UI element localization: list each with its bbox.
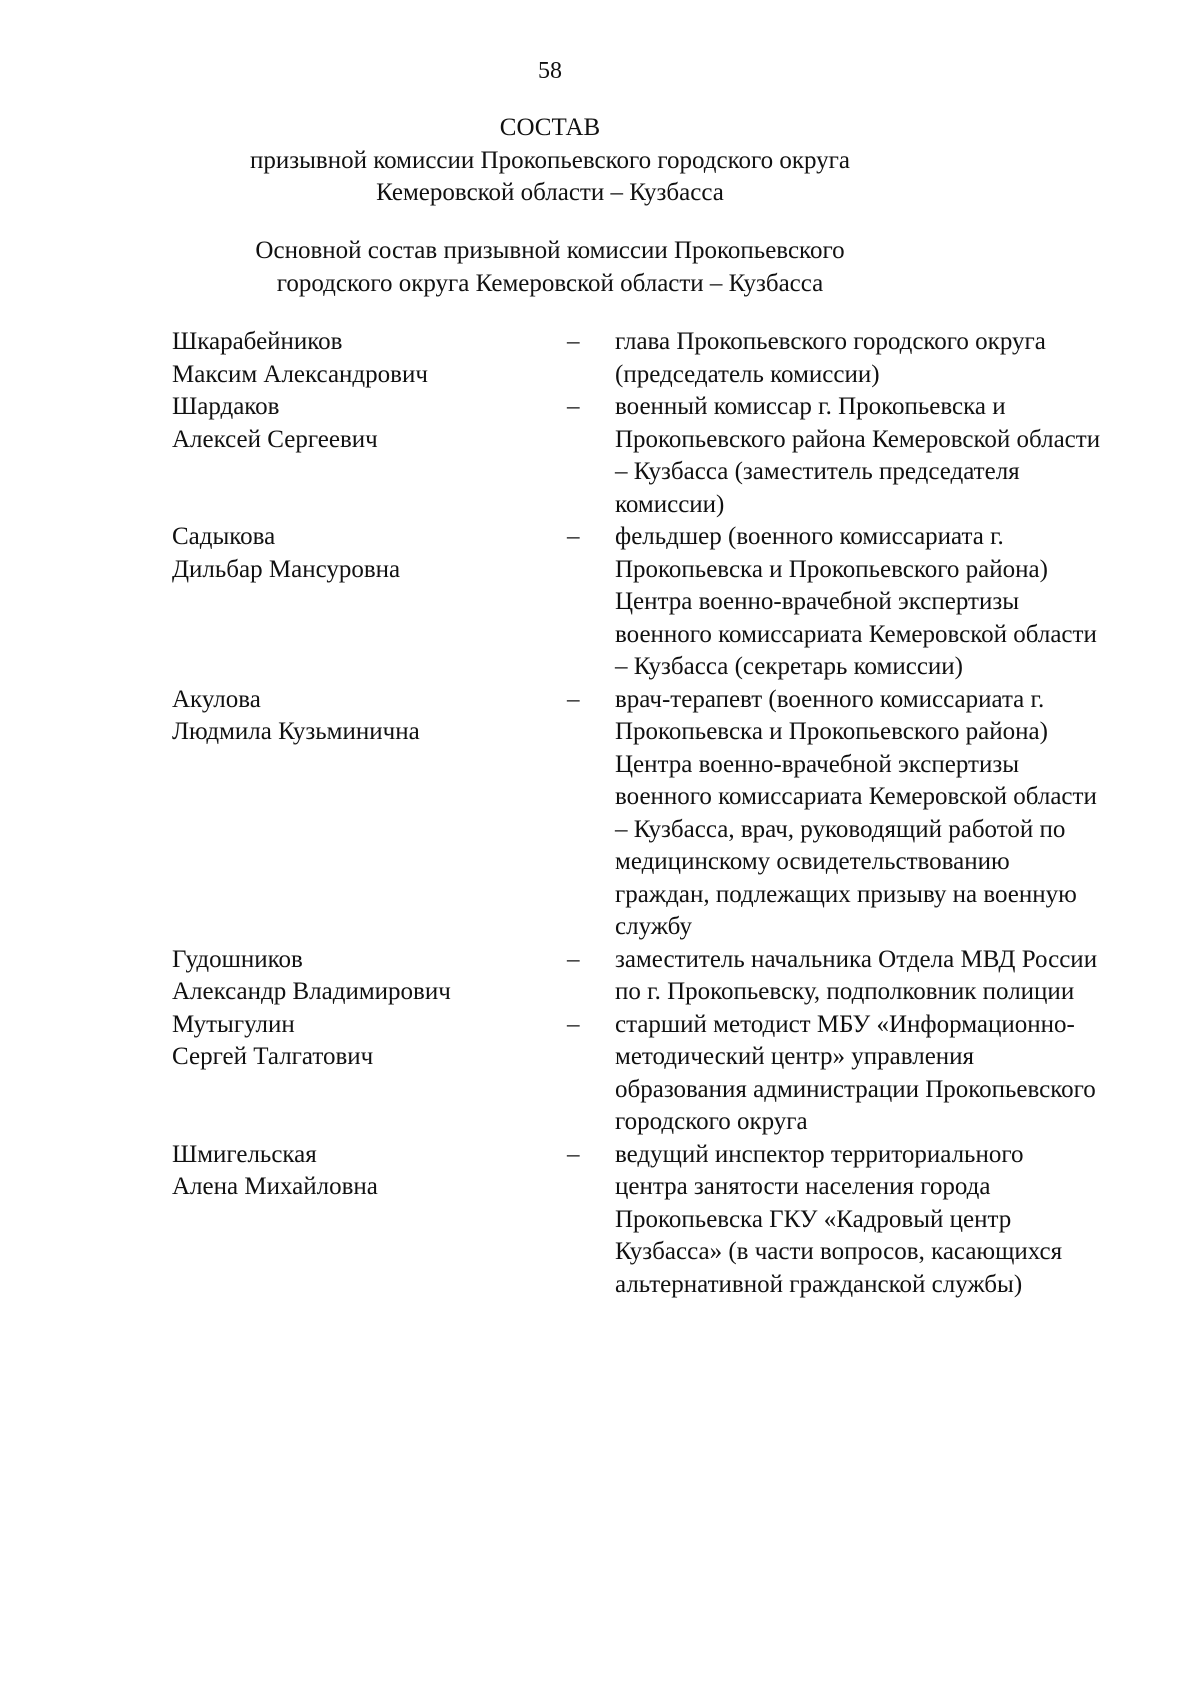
member-given-name: Алексей Сергеевич <box>172 425 378 453</box>
member-name <box>172 944 567 1009</box>
member-row <box>172 521 1102 684</box>
member-given-name: Людмила Кузьминична <box>172 718 420 745</box>
member-row <box>172 1009 1102 1139</box>
member-given-name: Дильбар Мансуровна <box>172 555 401 583</box>
member-surname: Шкарабейников <box>172 328 343 355</box>
page-number: 58 <box>538 58 562 84</box>
dash-separator: – <box>567 1010 580 1038</box>
dash-separator: – <box>567 685 580 713</box>
title-heading: СОСТАВ <box>499 114 601 141</box>
member-given-name: Максим Александрович <box>172 360 428 388</box>
title-line-2: Кемеровской области – Кузбасса <box>376 179 724 206</box>
member-row <box>172 684 1102 944</box>
member-surname: Акулова <box>172 685 261 713</box>
member-surname: Мутыгулин <box>172 1010 295 1038</box>
member-row <box>172 1139 1102 1302</box>
member-name <box>172 1139 567 1204</box>
section-line-2: городского округа Кемеровской области – Кузбасса <box>276 269 824 297</box>
member-surname: Шардаков <box>172 393 280 420</box>
section-line-1: Основной состав призывной комиссии Прокопьевского <box>255 237 845 264</box>
member-role: ведущий инспектор территориального центра занятости населения города Прокопьевска ГКУ «Кадровый центр Кузбасса» (в части вопросов, касающихся альтернативной гражданской службы) <box>615 1140 1063 1298</box>
member-row <box>172 391 1102 521</box>
member-surname: Гудошников <box>172 945 303 973</box>
section-heading <box>0 235 1150 300</box>
member-role: старший методист МБУ «Информационно-методический центр» управления образования администрации Прокопьевского городского округа <box>615 1010 1096 1135</box>
member-name <box>172 1009 567 1074</box>
member-name <box>172 521 567 586</box>
member-role: военный комиссар г. Прокопьевска и Прокопьевского района Кемеровской области – Кузбасса (заместитель председателя комиссии) <box>615 393 1101 518</box>
member-given-name: Сергей Талгатович <box>172 1043 374 1070</box>
member-name <box>172 391 567 456</box>
member-role: глава Прокопьевского городского округа (председатель комиссии) <box>615 328 1046 388</box>
member-given-name: Александр Владимирович <box>172 978 451 1005</box>
member-role: врач-терапевт (военного комиссариата г. Прокопьевска и Прокопьевского района) Центра военно-врачебной экспертизы военного комиссариата Кемеровской области – Кузбасса, врач, руководящий работой по медицинскому освидетельствованию граждан, подлежащих призыву на военную службу <box>615 685 1097 940</box>
member-surname: Садыкова <box>172 523 276 550</box>
member-row <box>172 944 1102 1009</box>
dash-separator: – <box>567 328 580 355</box>
dash-separator: – <box>567 393 580 420</box>
dash-separator: – <box>567 1140 580 1168</box>
member-row <box>172 326 1102 391</box>
member-surname: Шмигельская <box>172 1140 317 1168</box>
member-role: фельдшер (военного комиссариата г. Прокопьевска и Прокопьевского района) Центра военно-врачебной экспертизы военного комиссариата Кемеровской области – Кузбасса (секретарь комиссии) <box>615 523 1097 680</box>
dash-separator: – <box>567 523 580 550</box>
member-given-name: Алена Михайловна <box>172 1173 378 1200</box>
member-role: заместитель начальника Отдела МВД России по г. Прокопьевску, подполковник полиции <box>615 945 1098 1005</box>
dash-separator: – <box>567 945 580 973</box>
member-list <box>172 326 1102 1301</box>
document-title <box>0 112 1150 210</box>
member-name <box>172 326 567 391</box>
member-name <box>172 684 567 749</box>
title-line-1: призывной комиссии Прокопьевского городского округа <box>249 146 850 174</box>
